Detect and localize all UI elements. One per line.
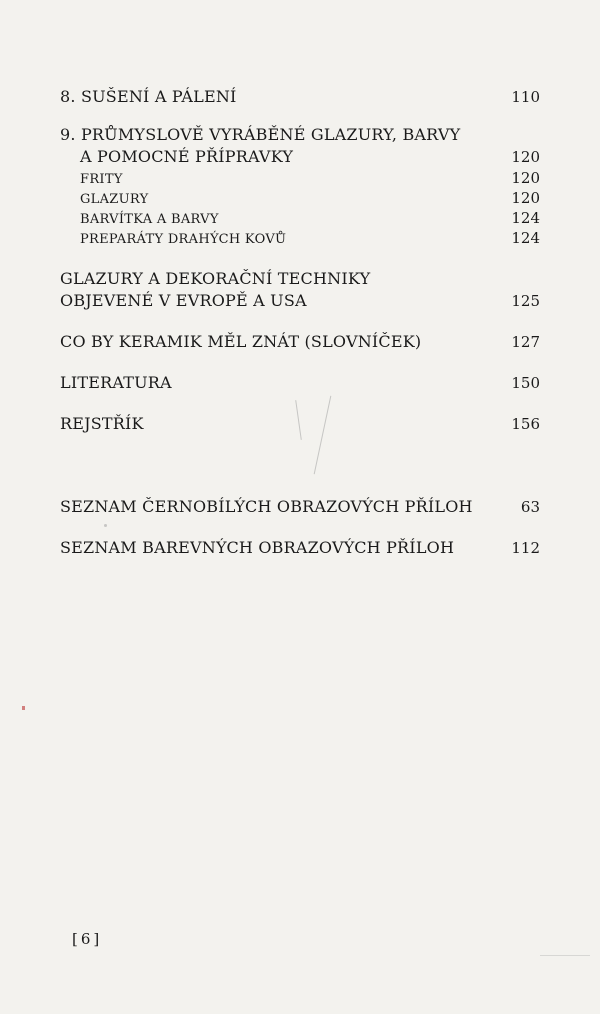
scan-mark [314, 396, 332, 474]
toc-entry-ch8 [60, 86, 540, 108]
toc-page-number: 63 [520, 498, 540, 516]
toc-title: SEZNAM BAREVNÝCH OBRAZOVÝCH PŘÍLOH [60, 538, 455, 557]
toc-page-number: 150 [511, 374, 540, 392]
toc-title-line2: OBJEVENÉ V EVROPĚ A USA [60, 291, 307, 310]
scan-mark [540, 955, 590, 956]
toc-title: 8. SUŠENÍ A PÁLENÍ [60, 87, 237, 106]
toc-title: CO BY KERAMIK MĚL ZNÁT (SLOVNÍČEK) [60, 332, 422, 351]
toc-subentry-title: GLAZURY [80, 192, 149, 207]
toc-subentry-page: 124 [511, 209, 540, 227]
scan-mark [104, 524, 107, 527]
toc-page-number: 120 [511, 148, 540, 166]
scan-mark [22, 706, 25, 710]
toc-subentry-title: BARVÍTKA A BARVY [80, 212, 219, 227]
toc-title: LITERATURA [60, 373, 172, 392]
toc-page-number: 156 [511, 415, 540, 433]
toc-entry-barevne [60, 537, 540, 559]
toc-subentry-page: 120 [511, 169, 540, 187]
toc-subentry-page: 120 [511, 189, 540, 207]
toc-title: SEZNAM ČERNOBÍLÝCH OBRAZOVÝCH PŘÍLOH [60, 497, 473, 516]
toc-page-number: 110 [511, 88, 540, 106]
toc-page-number: 127 [511, 333, 540, 351]
toc-title-line1: 9. PRŮMYSLOVĚ VYRÁBĚNÉ GLAZURY, BARVY [60, 125, 461, 144]
toc-page-number: 112 [511, 539, 540, 557]
toc-subentry-page: 124 [511, 229, 540, 247]
toc-entry-glazury [60, 268, 540, 312]
toc-entry-cernobile [60, 496, 540, 518]
toc-title-line1: GLAZURY A DEKORAČNÍ TECHNIKY [60, 269, 371, 288]
toc-entry-literatura [60, 372, 540, 394]
toc-entry-slovnicek [60, 331, 540, 353]
toc-page-number: 125 [511, 292, 540, 310]
page-number: [6] [72, 930, 103, 948]
toc-subentry-title: PREPARÁTY DRAHÝCH KOVŮ [80, 232, 287, 247]
toc-title-line2: A POMOCNÉ PŘÍPRAVKY [80, 147, 294, 166]
toc-title: REJSTŘÍK [60, 414, 144, 433]
toc-entry-ch9 [60, 124, 540, 248]
toc-subentry-title: FRITY [80, 172, 123, 187]
